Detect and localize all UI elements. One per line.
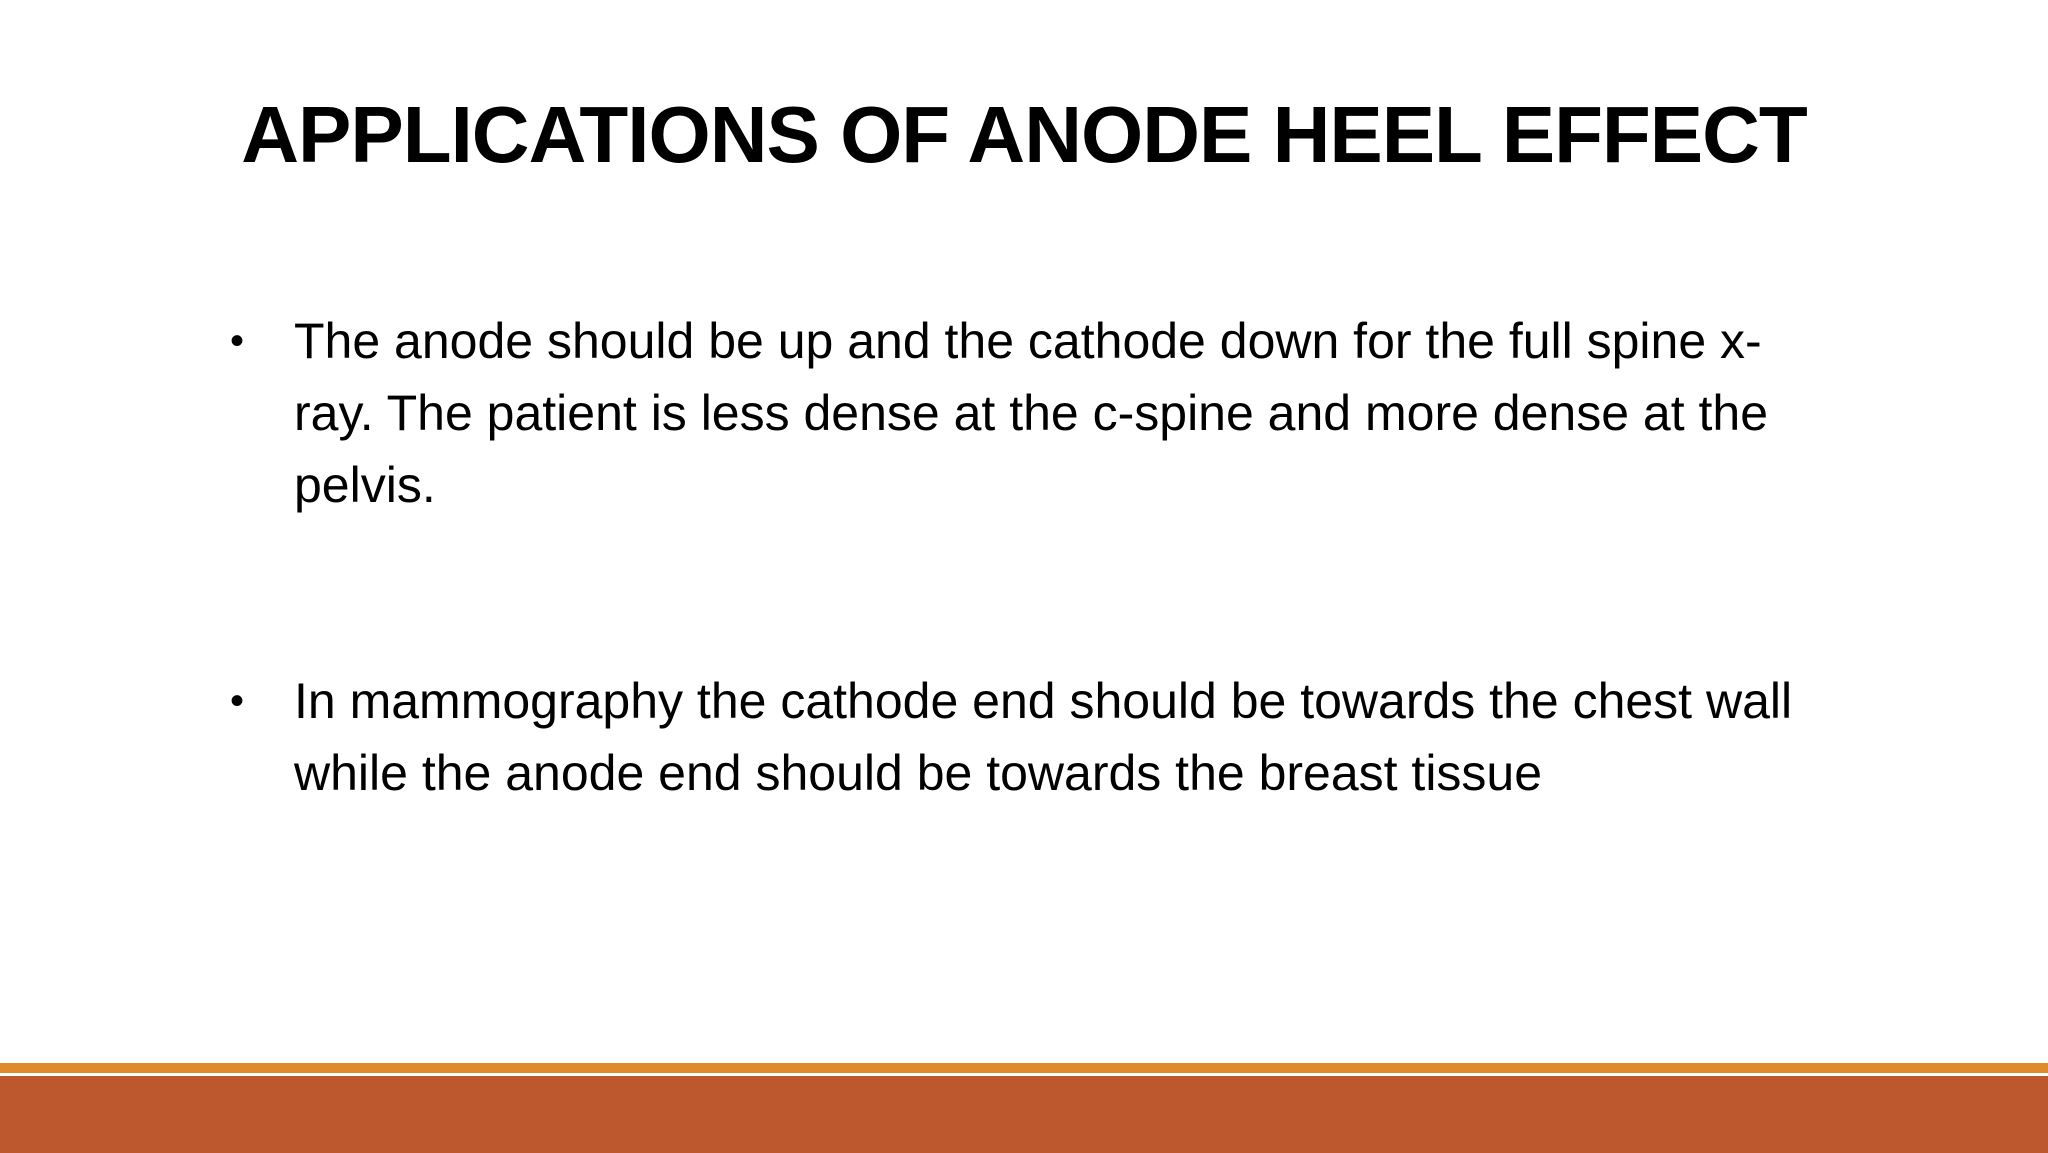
bullet-item [230,665,1810,809]
bullet-list [230,305,1810,809]
footer-band [0,1076,2048,1153]
slide-title: APPLICATIONS OF ANODE HEEL EFFECT [241,90,1807,179]
bullet-dot-icon: • [230,679,245,723]
bullet-text: The anode should be up and the cathode down for the full spine x-ray. The patient is less dense at the c-spine and more dense at the pelvis. [294,313,1769,513]
bullet-text: In mammography the cathode end should be towards the chest wall while the anode end should be towards the breast tissue [294,673,1793,801]
bullet-dot-icon: • [230,319,245,363]
bullet-item [230,305,1810,521]
footer-accent-stripe [0,1063,2048,1073]
